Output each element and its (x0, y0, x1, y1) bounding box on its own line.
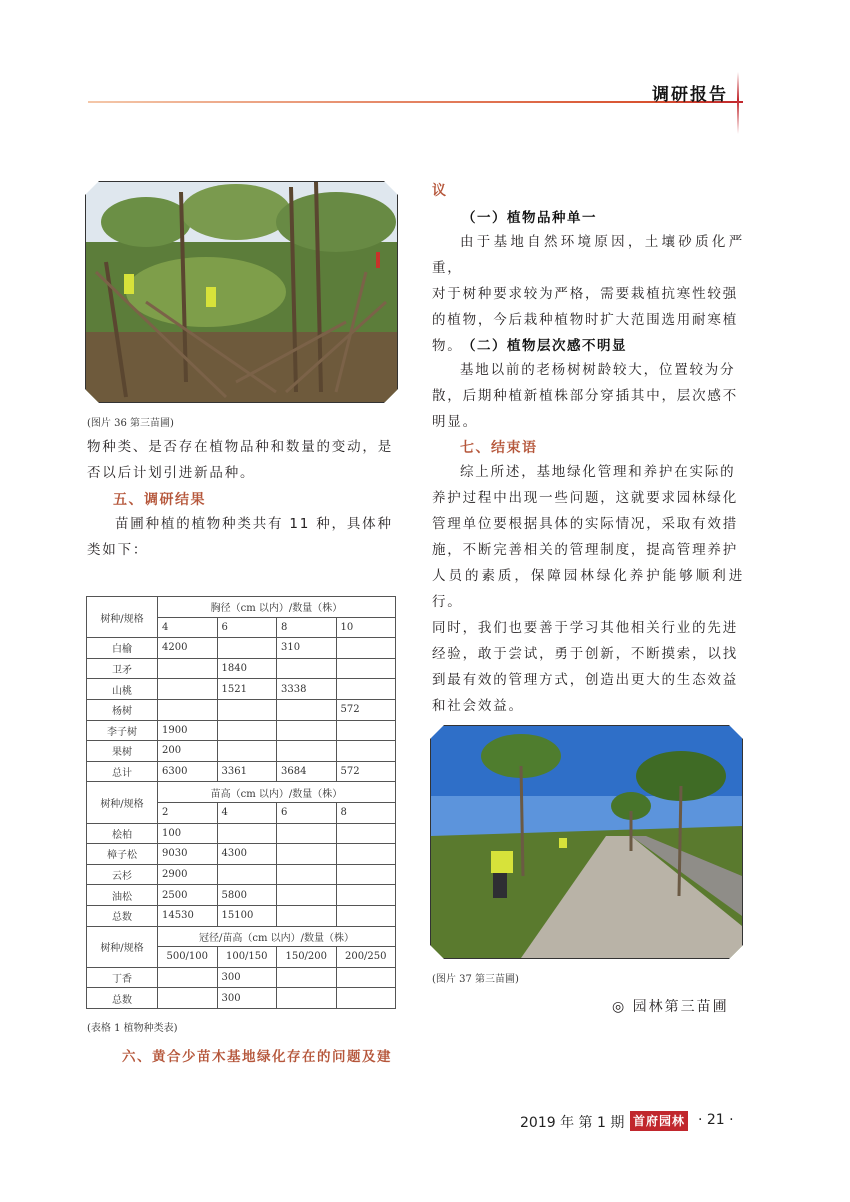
table-cell: 1900 (158, 720, 218, 741)
text-line: 和社会效益。 (432, 698, 524, 714)
row-label: 樟子松 (87, 844, 158, 865)
table-cell: 2900 (158, 864, 218, 885)
row-label: 白榆 (87, 638, 158, 659)
table-cell (217, 638, 277, 659)
header-rule (88, 101, 743, 103)
table-row (87, 823, 396, 844)
table-cell (217, 823, 277, 844)
text-line: 物种类、是否存在植物品种和数量的变动，是 (87, 439, 393, 455)
section-title: 调研报告 (652, 85, 728, 105)
table-row (87, 679, 396, 700)
table-cell (336, 967, 396, 988)
table-cell (336, 638, 396, 659)
table-caption: (表格 1 植物种类表) (87, 1023, 178, 1034)
page-number: · 21 · (698, 1112, 734, 1128)
row-label: 山桃 (87, 679, 158, 700)
figure37-caption: (图片 37 第三苗圃) (432, 974, 519, 985)
text-line: 到最有效的管理方式，创造出更大的生态效益 (432, 672, 738, 688)
text-line: 同时，我们也要善于学习其他相关行业的先进 (432, 620, 738, 636)
table-cell: 310 (277, 638, 337, 659)
text-line: 对于树种要求较为严格，需要栽植抗寒性较强 (432, 286, 738, 302)
table-cell (277, 967, 337, 988)
magazine-logo: 首府园林 (630, 1111, 688, 1131)
table-col-head: 2 (158, 802, 218, 823)
author-credit: ◎ 园林第三苗圃 (612, 999, 729, 1015)
table-row (87, 638, 396, 659)
table-col-head: 8 (277, 617, 337, 638)
table-cell: 3684 (277, 761, 337, 782)
text-line: 经验，敢于尝试，勇于创新，不断摸索，以找 (432, 646, 738, 662)
text-line: 施，不断完善相关的管理制度，提高管理养护 (432, 542, 738, 558)
table-cell (158, 967, 218, 988)
text-line: 管理单位要根据具体的实际情况，采取有效措 (432, 516, 738, 532)
table-row (87, 988, 396, 1009)
text-line: 人员的素质，保障园林绿化养护能够顺利进行。 (432, 568, 744, 610)
table-col-head: 150/200 (277, 947, 337, 968)
table-group-title: 苗高（cm 以内）/数量（株） (158, 782, 396, 803)
table-cell: 300 (217, 988, 277, 1009)
table-rowhead: 树种/规格 (87, 926, 158, 967)
text-line: 的植物，今后栽种植物时扩大范围选用耐寒植 (432, 312, 738, 328)
left-paragraph-2 (87, 511, 399, 563)
table-cell: 100 (158, 823, 218, 844)
table-cell: 14530 (158, 905, 218, 926)
table-cell (277, 844, 337, 865)
row-label: 桧柏 (87, 823, 158, 844)
table-cell (217, 864, 277, 885)
table-cell (217, 741, 277, 762)
table-cell (336, 905, 396, 926)
table-row (87, 761, 396, 782)
table-col-head: 6 (217, 617, 277, 638)
table-cell (336, 720, 396, 741)
row-label: 卫矛 (87, 658, 158, 679)
table-cell: 3361 (217, 761, 277, 782)
table-cell (277, 741, 337, 762)
table-cell: 572 (336, 761, 396, 782)
table-rowhead: 树种/规格 (87, 782, 158, 823)
table-row (87, 658, 396, 679)
text-line: 基地以前的老杨树树龄较大，位置较为分 (460, 362, 736, 378)
table-rowhead: 树种/规格 (87, 597, 158, 638)
header-vertical-rule (737, 72, 739, 134)
table-cell: 572 (336, 699, 396, 720)
table-cell (277, 864, 337, 885)
table-row (87, 720, 396, 741)
table-cell (277, 699, 337, 720)
plant-species-table (86, 596, 396, 1009)
heading-5: 五、调研结果 (113, 492, 206, 508)
table-cell: 1521 (217, 679, 277, 700)
table-col-head: 10 (336, 617, 396, 638)
row-label: 总数 (87, 905, 158, 926)
table-row (87, 844, 396, 865)
table-cell (336, 823, 396, 844)
table-cell (277, 885, 337, 906)
text-line: 否以后计划引进新品种。 (87, 465, 256, 481)
table-col-head: 200/250 (336, 947, 396, 968)
table-col-head: 100/150 (217, 947, 277, 968)
row-label: 油松 (87, 885, 158, 906)
table-group-title: 胸径（cm 以内）/数量（株） (158, 597, 396, 618)
table-cell: 1840 (217, 658, 277, 679)
text-line: 养护过程中出现一些问题，这就要求园林绿化 (432, 490, 738, 506)
table-cell (277, 988, 337, 1009)
figure36-caption: (图片 36 第三苗圃) (87, 418, 174, 429)
row-label: 李子树 (87, 720, 158, 741)
table-cell: 3338 (277, 679, 337, 700)
table-col-head: 4 (217, 802, 277, 823)
table-row (87, 699, 396, 720)
subheading-1: （一）植物品种单一 (462, 210, 597, 226)
subheading-2: （二）植物层次感不明显 (462, 338, 627, 354)
text-line: 苗圃种植的植物种类共有 11 种，具体种 (115, 516, 393, 532)
heading-6-continued: 议 (432, 183, 448, 199)
photo-roadside-greenbelt (430, 725, 743, 959)
right-paragraph-3 (432, 459, 744, 719)
table-cell (336, 885, 396, 906)
table-group-title: 冠径/苗高（cm 以内）/数量（株） (158, 926, 396, 947)
table-cell: 15100 (217, 905, 277, 926)
table-cell: 2500 (158, 885, 218, 906)
table-cell: 5800 (217, 885, 277, 906)
table-cell: 9030 (158, 844, 218, 865)
table-cell: 4200 (158, 638, 218, 659)
table-row (87, 885, 396, 906)
table-cell: 200 (158, 741, 218, 762)
row-label: 总计 (87, 761, 158, 782)
text-line: 明显。 (432, 414, 478, 430)
photo-nursery-trees (85, 181, 398, 403)
table-cell (336, 741, 396, 762)
table-col-head: 6 (277, 802, 337, 823)
text-line: 由于基地自然环境原因，土壤砂质化严重， (432, 234, 744, 276)
table-cell (336, 988, 396, 1009)
table-cell (158, 988, 218, 1009)
table-col-head: 8 (336, 802, 396, 823)
table-cell (217, 699, 277, 720)
heading-7: 七、结束语 (460, 440, 538, 456)
table-cell: 6300 (158, 761, 218, 782)
text-line: 物。 (432, 338, 463, 354)
table-cell: 300 (217, 967, 277, 988)
table-col-head: 4 (158, 617, 218, 638)
row-label: 果树 (87, 741, 158, 762)
table-cell (336, 658, 396, 679)
row-label: 总数 (87, 988, 158, 1009)
text-line: 散，后期种植新植株部分穿插其中，层次感不 (432, 388, 738, 404)
table-cell (158, 699, 218, 720)
table-cell (336, 679, 396, 700)
table-row (87, 967, 396, 988)
text-line: 综上所述，基地绿化管理和养护在实际的 (460, 464, 736, 480)
table-cell (158, 679, 218, 700)
row-label: 杨树 (87, 699, 158, 720)
table-cell (217, 720, 277, 741)
table-cell (277, 905, 337, 926)
row-label: 丁香 (87, 967, 158, 988)
table-cell (336, 844, 396, 865)
table-cell (336, 864, 396, 885)
left-paragraph-1 (87, 434, 399, 486)
table-cell: 4300 (217, 844, 277, 865)
table-cell (277, 823, 337, 844)
right-paragraph-2 (432, 357, 744, 435)
table-cell (158, 658, 218, 679)
row-label: 云杉 (87, 864, 158, 885)
table-col-head: 500/100 (158, 947, 218, 968)
text-line: 类如下： (87, 542, 149, 558)
table-cell (277, 658, 337, 679)
heading-6: 六、黄合少苗木基地绿化存在的问题及建 (122, 1049, 392, 1065)
table-row (87, 905, 396, 926)
table-cell (277, 720, 337, 741)
table-row (87, 741, 396, 762)
table-row (87, 864, 396, 885)
issue-info: 2019 年 第 1 期 (520, 1115, 625, 1131)
